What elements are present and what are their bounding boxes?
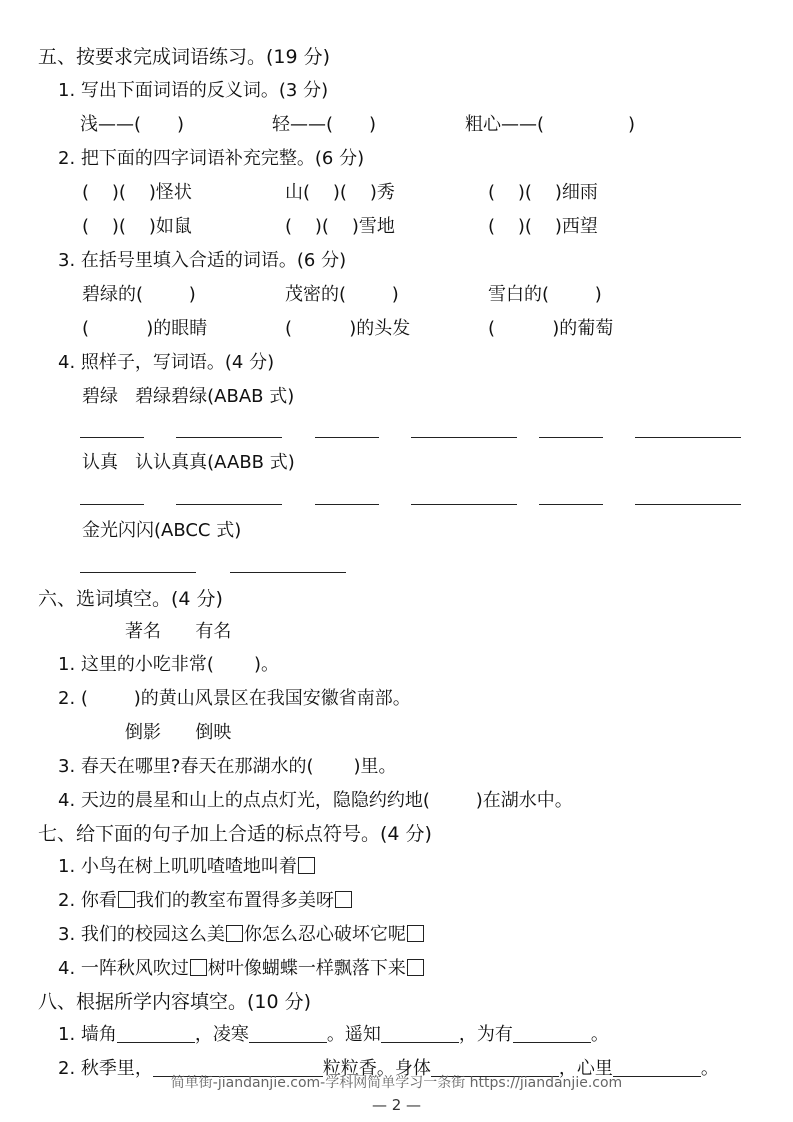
answer-line[interactable] [539, 504, 603, 505]
section-6-title: 六、选词填空。(4 分) [38, 588, 223, 610]
s5-q4-title: 4. 照样子，写词语。(4 分) [58, 352, 275, 373]
answer-line[interactable] [176, 504, 282, 505]
s7-q3: 3. 我们的校园这么美 你怎么忍心破坏它呢 [58, 922, 425, 948]
answer-line[interactable] [315, 504, 379, 505]
punctuation-box[interactable] [226, 925, 243, 942]
fill-item: ( )的眼睛 [82, 318, 208, 339]
s6-q3: 3. 春天在哪里?春天在那湖水的( )里。 [58, 756, 397, 777]
s5-q3-title: 3. 在括号里填入合适的词语。(6 分) [58, 250, 347, 271]
punctuation-box[interactable] [298, 857, 315, 874]
punctuation-box[interactable] [118, 891, 135, 908]
watermark-footer: 简单街-jiandanjie.com-学科网简单学习一条街 https://jiandanjie.com [170, 1075, 623, 1091]
s6-q1: 1. 这里的小吃非常( )。 [58, 654, 279, 675]
s5-q2-title: 2. 把下面的四字词语补充完整。(6 分) [58, 148, 365, 169]
word-choices: 著名 有名 [125, 621, 232, 642]
s8-q2: 2. 秋季里， 粒粒香。身体 ，心里 。 [58, 1058, 719, 1079]
punctuation-box[interactable] [190, 959, 207, 976]
punctuation-box[interactable] [335, 891, 352, 908]
answer-line[interactable] [411, 437, 517, 438]
s7-q2: 2. 你看 我们的教室布置得多美呀 [58, 888, 353, 914]
section-5-title: 五、按要求完成词语练习。(19 分) [38, 46, 331, 68]
idiom-item: ( )( )雪地 [285, 216, 395, 237]
idiom-item: ( )( )怪状 [82, 182, 192, 203]
fill-item: ( )的头发 [285, 318, 411, 339]
s7-q4: 4. 一阵秋风吹过 树叶像蝴蝶一样飘落下来 [58, 956, 425, 982]
section-7-title: 七、给下面的句子加上合适的标点符号。(4 分) [38, 823, 432, 845]
answer-blank[interactable] [117, 1024, 195, 1043]
fill-item: 雪白的( ) [488, 284, 602, 305]
s6-q2: 2. ( )的黄山风景区在我国安徽省南部。 [58, 688, 411, 709]
answer-blank[interactable] [381, 1024, 459, 1043]
answer-line[interactable] [539, 437, 603, 438]
antonym-item: 粗心——( ) [465, 114, 636, 135]
answer-line[interactable] [230, 572, 346, 573]
answer-line[interactable] [176, 437, 282, 438]
answer-line[interactable] [411, 504, 517, 505]
answer-blank[interactable] [513, 1024, 591, 1043]
punctuation-box[interactable] [407, 959, 424, 976]
answer-line[interactable] [80, 437, 144, 438]
antonym-item: 轻——( ) [272, 114, 377, 135]
answer-line[interactable] [315, 437, 379, 438]
answer-blank[interactable] [249, 1024, 327, 1043]
punctuation-box[interactable] [407, 925, 424, 942]
word-choices: 倒影 倒映 [125, 722, 232, 743]
fill-item: 碧绿的( ) [82, 284, 196, 305]
idiom-item: ( )( )细雨 [488, 182, 598, 203]
s7-q1: 1. 小鸟在树上叽叽喳喳地叫着 [58, 854, 316, 880]
example-aabb: 认真 认认真真(AABB 式) [82, 452, 295, 473]
s5-q1-title: 1. 写出下面词语的反义词。(3 分) [58, 80, 329, 101]
example-abcc: 金光闪闪(ABCC 式) [82, 520, 242, 541]
fill-item: 茂密的( ) [285, 284, 399, 305]
section-8-title: 八、根据所学内容填空。(10 分) [38, 991, 312, 1013]
example-abab: 碧绿 碧绿碧绿(ABAB 式) [82, 386, 295, 407]
idiom-item: ( )( )西望 [488, 216, 598, 237]
answer-line[interactable] [80, 504, 144, 505]
answer-line[interactable] [635, 504, 741, 505]
answer-line[interactable] [80, 572, 196, 573]
idiom-item: 山( )( )秀 [285, 182, 395, 203]
s6-q4: 4. 天边的晨星和山上的点点灯光，隐隐约约地( )在湖水中。 [58, 790, 573, 811]
fill-item: ( )的葡萄 [488, 318, 614, 339]
antonym-item: 浅——( ) [80, 114, 185, 135]
answer-line[interactable] [635, 437, 741, 438]
s8-q1: 1. 墙角 ，凌寒 。遥知 ，为有 。 [58, 1024, 609, 1045]
idiom-item: ( )( )如鼠 [82, 216, 192, 237]
page-number: — 2 — [371, 1096, 422, 1114]
